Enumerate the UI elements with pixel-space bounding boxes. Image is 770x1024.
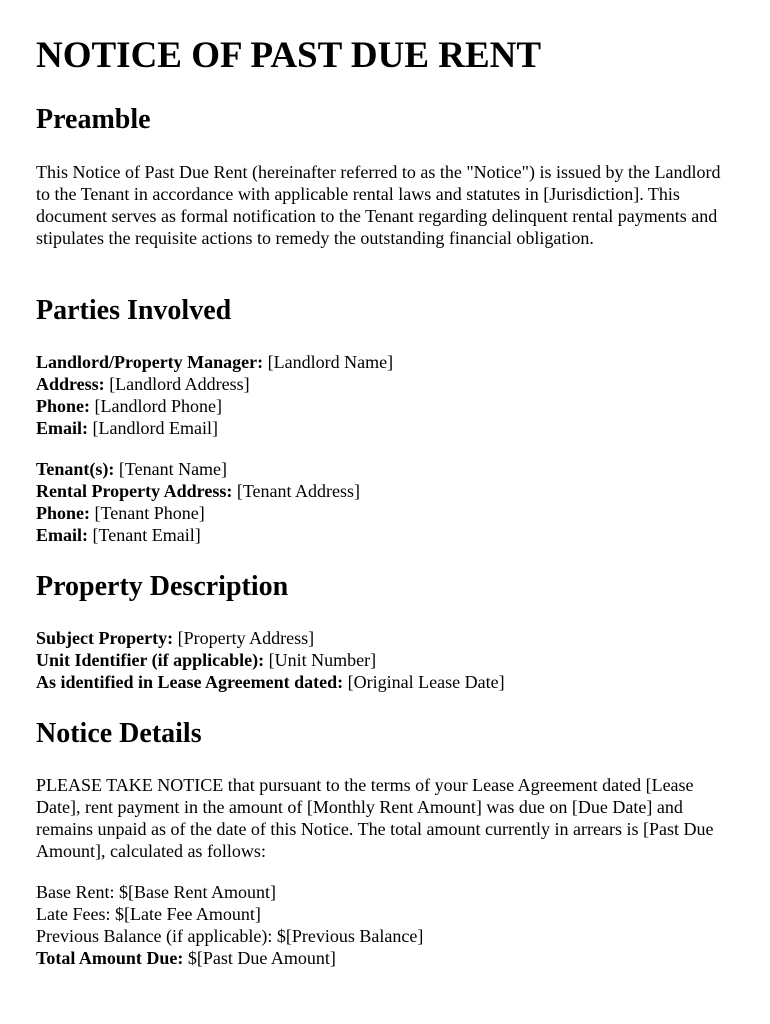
tenant-address-line bbox=[36, 480, 736, 502]
field-label: Phone: bbox=[36, 503, 90, 523]
field-value: [Property Address] bbox=[173, 628, 315, 648]
landlord-block bbox=[36, 351, 736, 439]
field-value: [Original Lease Date] bbox=[343, 672, 505, 692]
field-label: Landlord/Property Manager: bbox=[36, 352, 264, 372]
landlord-address-line bbox=[36, 373, 736, 395]
landlord-name-line bbox=[36, 351, 736, 373]
subject-property-line bbox=[36, 627, 736, 649]
notice-text: PLEASE TAKE NOTICE that pursuant to the terms of your Lease Agreement dated [Lease Date], rent payment in the amount of [Monthly Rent Amount] was due on [Due Date] and remains unpaid as of the date of this Notice. The total amount currently in arrears is [Past Due Amount], calculated as follows: bbox=[36, 775, 714, 861]
field-label: Email: bbox=[36, 525, 88, 545]
late-fees-line: Late Fees: $[Late Fee Amount] bbox=[36, 904, 261, 924]
field-label: Total Amount Due: bbox=[36, 948, 184, 968]
preamble-heading: Preamble bbox=[36, 104, 151, 135]
notice-heading: Notice Details bbox=[36, 718, 202, 749]
property-block bbox=[36, 627, 736, 693]
field-value: [Landlord Phone] bbox=[90, 396, 222, 416]
total-due-line bbox=[36, 947, 736, 969]
tenant-name-line bbox=[36, 458, 736, 480]
parties-heading: Parties Involved bbox=[36, 295, 232, 326]
field-value: $[Past Due Amount] bbox=[183, 948, 336, 968]
field-value: [Landlord Email] bbox=[88, 418, 218, 438]
field-value: [Unit Number] bbox=[264, 650, 377, 670]
field-label: Email: bbox=[36, 418, 88, 438]
base-rent-line: Base Rent: $[Base Rent Amount] bbox=[36, 882, 276, 902]
property-heading: Property Description bbox=[36, 571, 289, 602]
field-label: Address: bbox=[36, 374, 105, 394]
landlord-phone-line bbox=[36, 395, 736, 417]
document-title: NOTICE OF PAST DUE RENT bbox=[36, 35, 542, 76]
tenant-email-line bbox=[36, 524, 736, 546]
field-value: [Landlord Address] bbox=[104, 374, 250, 394]
previous-balance-line: Previous Balance (if applicable): $[Previous Balance] bbox=[36, 926, 424, 946]
field-value: [Tenant Name] bbox=[114, 459, 228, 479]
field-label: Tenant(s): bbox=[36, 459, 115, 479]
field-label: Phone: bbox=[36, 396, 90, 416]
field-value: [Tenant Email] bbox=[88, 525, 201, 545]
field-value: [Tenant Address] bbox=[232, 481, 361, 501]
unit-identifier-line bbox=[36, 649, 736, 671]
amount-breakdown bbox=[36, 881, 736, 969]
field-value: [Tenant Phone] bbox=[90, 503, 205, 523]
lease-date-line bbox=[36, 671, 736, 693]
landlord-email-line bbox=[36, 417, 736, 439]
field-label: Rental Property Address: bbox=[36, 481, 233, 501]
field-label: Unit Identifier (if applicable): bbox=[36, 650, 265, 670]
field-label: Subject Property: bbox=[36, 628, 174, 648]
tenant-phone-line bbox=[36, 502, 736, 524]
preamble-text: This Notice of Past Due Rent (hereinafter referred to as the "Notice") is issued by the Landlord to the Tenant in accordance with applicable rental laws and statutes in [Jurisdiction]. This document serves as formal notification to the Tenant regarding delinquent rental payments and stipulates the requisite actions to remedy the outstanding financial obligation. bbox=[36, 162, 721, 248]
field-label: As identified in Lease Agreement dated: bbox=[36, 672, 344, 692]
tenant-block bbox=[36, 458, 736, 546]
field-value: [Landlord Name] bbox=[263, 352, 394, 372]
